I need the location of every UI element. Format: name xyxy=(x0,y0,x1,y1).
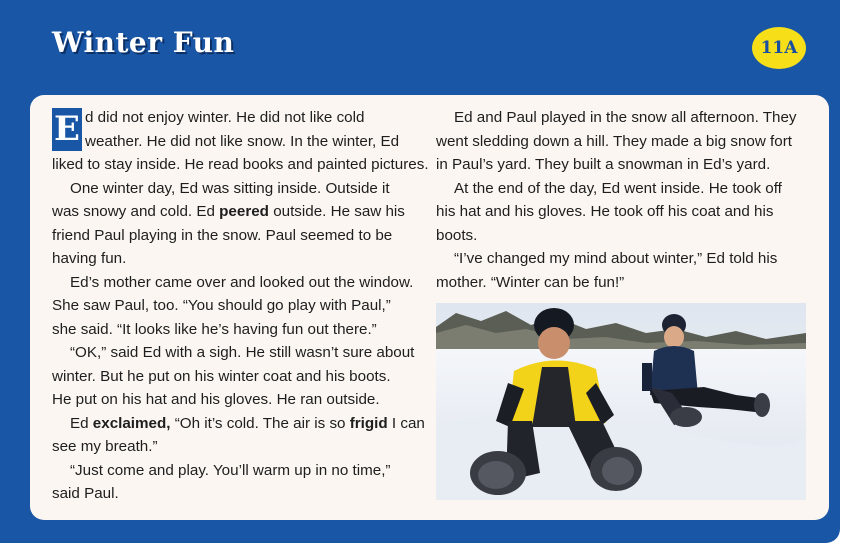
text-span: Ed xyxy=(70,414,93,432)
text-line: He put on his hat and his gloves. He ran outside. xyxy=(52,391,380,408)
lesson-badge: 11A xyxy=(752,27,806,69)
text-line: in Paul’s yard. They built a snowman in Ed’s yard. xyxy=(436,156,771,173)
story-column-right xyxy=(436,106,811,294)
text-line: d did not enjoy winter. He did not like cold xyxy=(85,109,365,126)
text-span: “Oh it’s cold. The air is so xyxy=(170,414,350,432)
text-line: At the end of the day, Ed went inside. He took off xyxy=(454,179,782,197)
text-line: weather. He did not like snow. In the winter, Ed xyxy=(85,132,400,150)
text-line: his hat and his gloves. He took off his coat and his xyxy=(436,203,774,220)
text-line: She saw Paul, too. “You should go play with Paul,” xyxy=(52,297,391,314)
text-span: outside. He saw his xyxy=(268,203,405,220)
text-line: Ed and Paul played in the snow all afternoon. They xyxy=(454,109,797,126)
text-line: winter. But he put on his winter coat and his boots. xyxy=(52,367,391,385)
text-line: boots. xyxy=(436,226,478,244)
vocab-word-frigid: frigid xyxy=(349,414,388,432)
snow-photo xyxy=(436,303,806,500)
text-line: Ed’s mother came over and looked out the window. xyxy=(70,273,414,291)
text-line: said Paul. xyxy=(52,485,119,502)
text-line: she said. “It looks like he’s having fun out there.” xyxy=(52,320,377,338)
text-line: “I’ve changed my mind about winter,” Ed told his xyxy=(454,250,778,267)
story-panel xyxy=(30,95,829,520)
text-line: see my breath.” xyxy=(52,438,158,455)
text-span: was snowy and cold. Ed xyxy=(52,203,220,220)
text-line xyxy=(52,412,424,436)
story-column-left xyxy=(52,106,429,506)
text-line xyxy=(52,200,424,224)
text-line: liked to stay inside. He read books and painted pictures. xyxy=(52,156,429,173)
text-line: “OK,” said Ed with a sigh. He still wasn’t sure about xyxy=(70,344,415,361)
vocab-word-peered: peered xyxy=(219,203,269,220)
text-line: friend Paul playing in the snow. Paul seemed to be xyxy=(52,226,393,244)
snow-photo-image xyxy=(436,303,806,500)
text-line: “Just come and play. You’ll warm up in no time,” xyxy=(70,461,391,479)
drop-cap: E xyxy=(52,108,82,151)
text-line: mother. “Winter can be fun!” xyxy=(436,273,625,291)
vocab-word-exclaimed: exclaimed, xyxy=(92,414,171,432)
text-span: I can xyxy=(387,414,425,432)
page-title: Winter Fun xyxy=(52,26,235,59)
text-line: One winter day, Ed was sitting inside. Outside it xyxy=(70,179,390,197)
text-line: having fun. xyxy=(52,250,127,267)
text-line: went sledding down a hill. They made a big snow fort xyxy=(436,132,792,150)
